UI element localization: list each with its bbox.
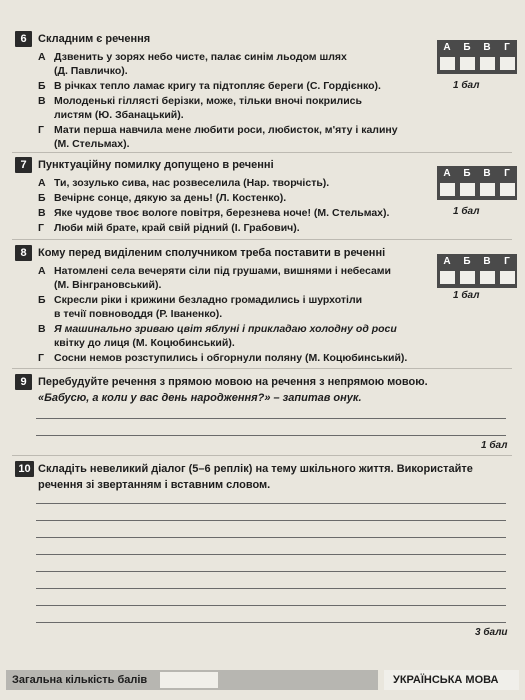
option-a[interactable]: А Натомлені села вечеряти сіли під грушами, вишнями і небесами (М. Вінграновський). bbox=[38, 265, 392, 291]
answer-line[interactable] bbox=[36, 622, 506, 623]
divider bbox=[12, 455, 512, 456]
question-number: 8 bbox=[15, 245, 32, 261]
score-label: 1 бал bbox=[453, 80, 480, 91]
answer-cell-b[interactable] bbox=[460, 57, 475, 70]
answer-cell-b[interactable] bbox=[460, 183, 475, 196]
question-prompt: Перебудуйте речення з прямою мовою на речення з непрямою мовою. bbox=[38, 376, 428, 388]
option-g[interactable]: Г Мати перша навчила мене любити роси, любисток, м'яту і калину (М. Стельмах). bbox=[38, 124, 398, 150]
answer-cell-a[interactable] bbox=[440, 183, 455, 196]
divider bbox=[12, 368, 512, 369]
divider bbox=[12, 152, 512, 153]
question-number: 6 bbox=[15, 31, 32, 47]
answer-line[interactable] bbox=[36, 418, 506, 419]
answer-line[interactable] bbox=[36, 605, 506, 606]
question-prompt: Кому перед виділеним сполучником треба поставити в реченні bbox=[38, 247, 386, 259]
answer-cell-a[interactable] bbox=[440, 271, 455, 284]
score-label: 1 бал bbox=[453, 206, 480, 217]
answer-grid: А Б В Г bbox=[437, 254, 517, 288]
answer-line[interactable] bbox=[36, 554, 506, 555]
answer-line[interactable] bbox=[36, 435, 506, 436]
option-v[interactable]: В Молоденькі гіллясті берізки, може, тільки вночі покрились листям (Ю. Збанацький). bbox=[38, 95, 362, 121]
total-score-box[interactable] bbox=[160, 672, 218, 688]
subject-title: УКРАЇНСЬКА МОВА bbox=[393, 674, 499, 686]
option-v[interactable]: В Я машинально зриваю цвіт яблуні і прикладаю холодну од роси квітку до лиця (М. Коцюбинський). bbox=[38, 323, 397, 349]
answer-line[interactable] bbox=[36, 571, 506, 572]
option-b[interactable]: Б Скресли ріки і крижини безладно громадились і шурхотіли в течії повноводдя (Р. Іваненко). bbox=[38, 294, 363, 320]
question-number: 9 bbox=[15, 374, 32, 390]
option-g[interactable]: Г Сосни немов розступились і обгорнули поляну (М. Коцюбинський). bbox=[38, 352, 408, 364]
answer-cell-b[interactable] bbox=[460, 271, 475, 284]
option-a[interactable]: А Ти, зозулько сива, нас розвеселила (Нар. творчість). bbox=[38, 177, 330, 189]
question-prompt: Складним є речення bbox=[38, 33, 151, 45]
answer-cell-g[interactable] bbox=[500, 57, 515, 70]
answer-cell-v[interactable] bbox=[480, 271, 495, 284]
answer-cell-g[interactable] bbox=[500, 271, 515, 284]
quote-sentence: «Бабусю, а коли у вас день народження?» – запитав онук. bbox=[38, 392, 362, 404]
score-label: 1 бал bbox=[481, 440, 508, 451]
answer-grid: А Б В Г bbox=[437, 40, 517, 74]
question-number: 10 bbox=[15, 461, 34, 477]
answer-cell-g[interactable] bbox=[500, 183, 515, 196]
divider bbox=[12, 239, 512, 240]
score-label: 1 бал bbox=[453, 290, 480, 301]
question-number: 7 bbox=[15, 157, 32, 173]
option-b[interactable]: Б Вечірнє сонце, дякую за день! (Л. Костенко). bbox=[38, 192, 287, 204]
answer-line[interactable] bbox=[36, 588, 506, 589]
answer-cell-v[interactable] bbox=[480, 183, 495, 196]
score-label: 3 бали bbox=[475, 627, 508, 638]
answer-line[interactable] bbox=[36, 503, 506, 504]
option-g[interactable]: Г Люби мій брате, край свій рідний (І. Грабович). bbox=[38, 222, 300, 234]
option-b[interactable]: Б В річках тепло ламає кригу та підтопляє береги (С. Гордієнко). bbox=[38, 80, 381, 92]
footer-bar bbox=[0, 666, 525, 700]
question-prompt: Пунктуаційну помилку допущено в реченні bbox=[38, 159, 274, 171]
answer-cell-v[interactable] bbox=[480, 57, 495, 70]
option-a[interactable]: А Дзвенить у зорях небо чисте, палає синім льодом шлях (Д. Павличко). bbox=[38, 51, 347, 77]
total-score-label: Загальна кількість балів bbox=[12, 674, 148, 686]
answer-cell-a[interactable] bbox=[440, 57, 455, 70]
answer-grid: А Б В Г bbox=[437, 166, 517, 200]
answer-line[interactable] bbox=[36, 537, 506, 538]
question-prompt-line-1: Складіть невеликий діалог (5–6 реплік) на тему шкільного життя. Використайте bbox=[38, 463, 473, 475]
option-v[interactable]: В Яке чудове твоє вологе повітря, березнева ноче! (М. Стельмах). bbox=[38, 207, 390, 219]
answer-line[interactable] bbox=[36, 520, 506, 521]
question-prompt-line-2: речення зі звертанням і вставним словом. bbox=[38, 479, 271, 491]
